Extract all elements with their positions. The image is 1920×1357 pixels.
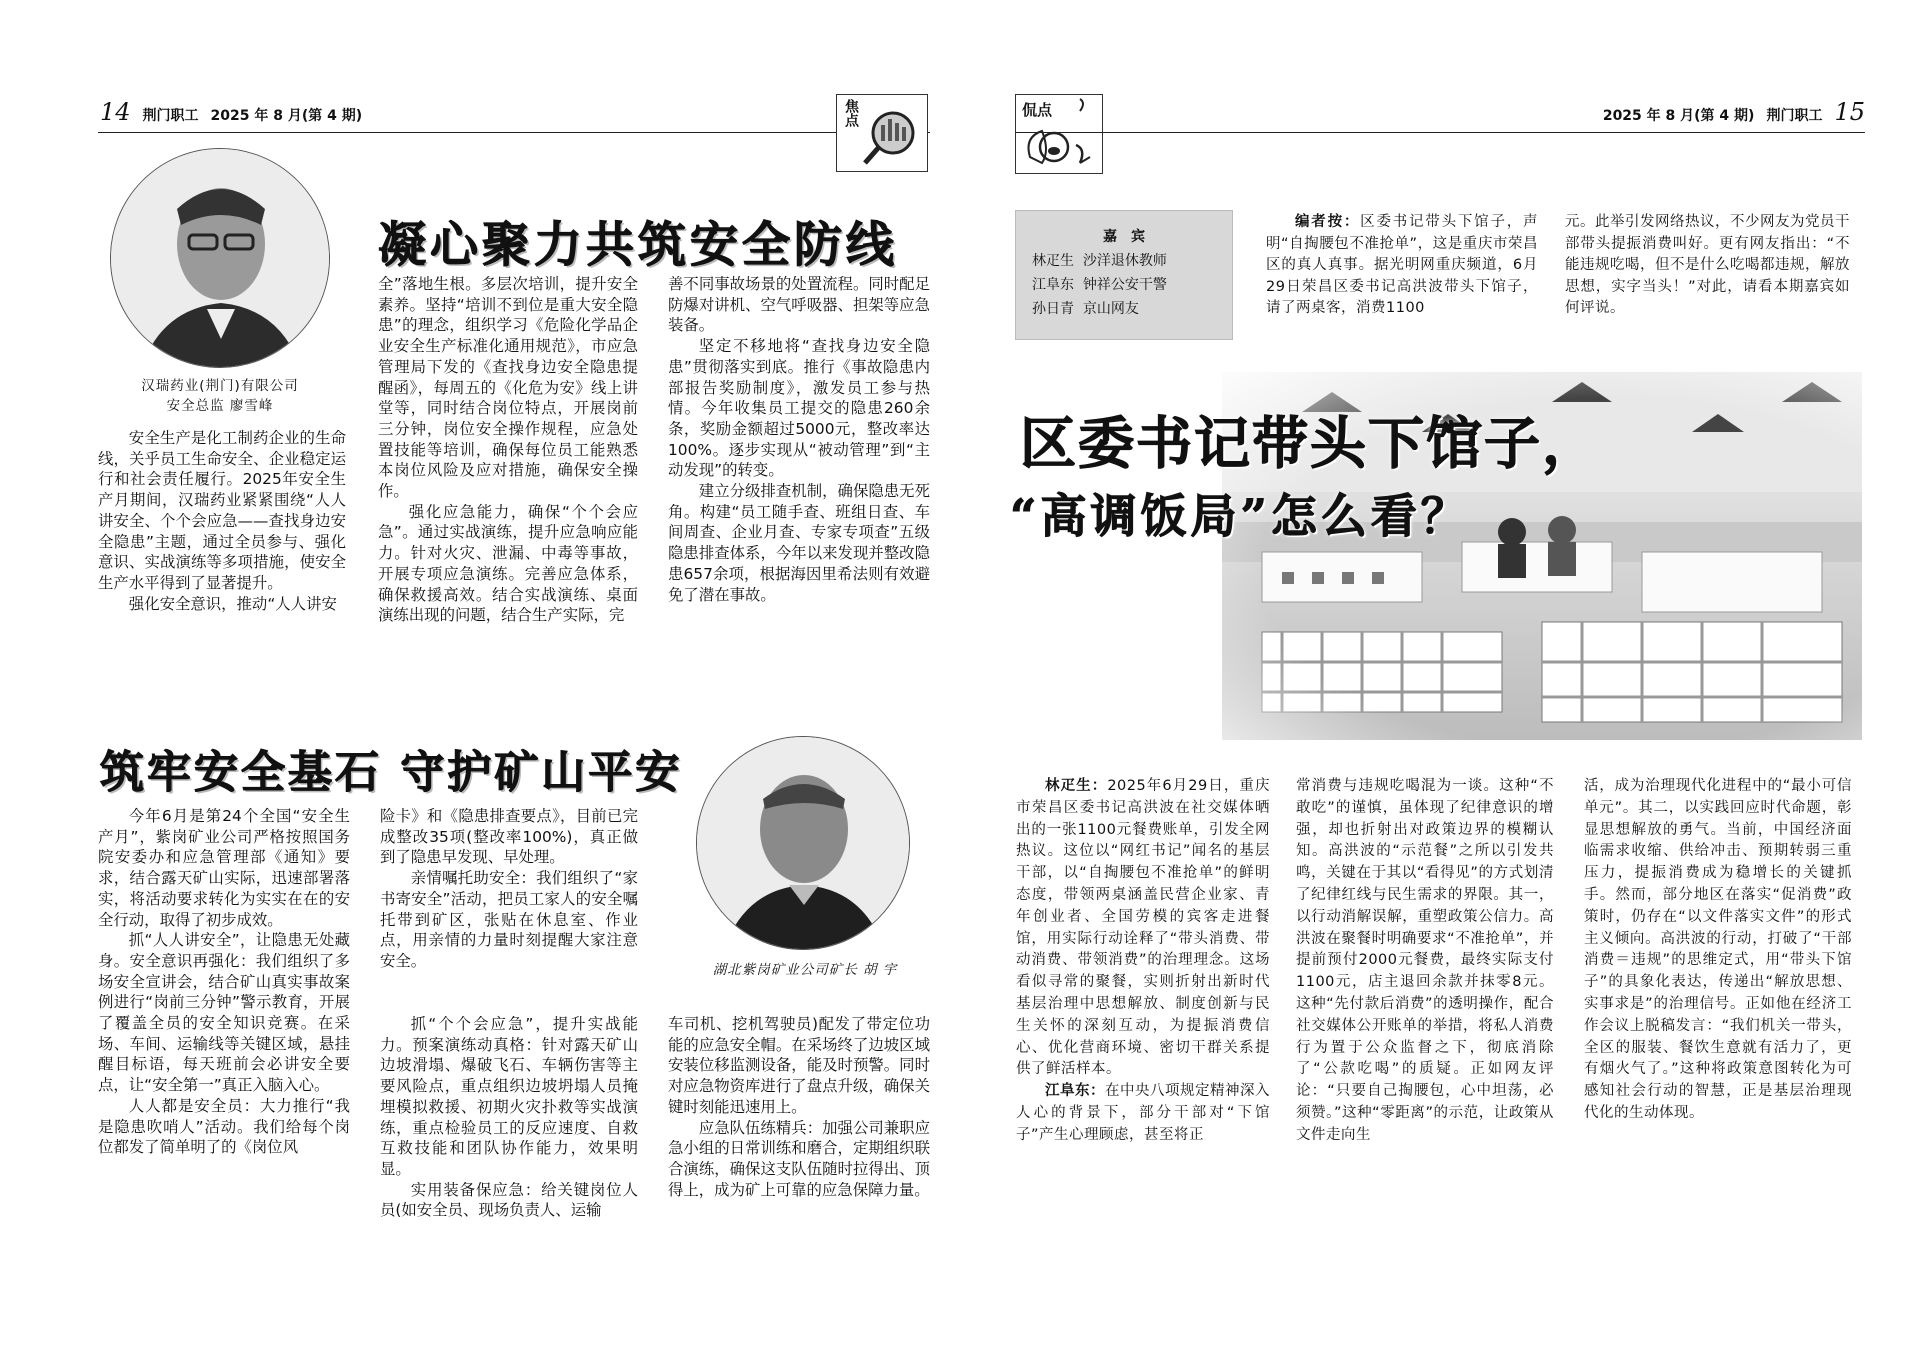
article2-c2a-p2: 亲情嘱托助安全：我们组织了“家书寄安全”活动，把员工家人的安全嘱托带到矿区，张贴在休息室、作业点，用亲情的力量时刻提醒大家注意安全。 [380,869,638,970]
editor-note-column-2 [1565,212,1850,342]
guest-row [1032,297,1216,321]
guest-name: 孙日青 [1032,301,1074,317]
article3-column-3 [1584,776,1852,1262]
author-portrait-liao [110,148,330,368]
speaker-lin: 林疋生： [1045,778,1108,794]
focus-badge [836,94,928,172]
guest-name: 江阜东 [1032,277,1074,293]
guest-list-box [1015,210,1233,340]
editor-note-text-1: 区委书记带头下馆子，声明“自掏腰包不准抢单”，这是重庆市荣昌区的真人真事。据光明网重庆频道，6月29日荣昌区委书记高洪波带头下馆子，请了两桌客，消费1100 [1266,214,1538,316]
article1-c2-p2: 强化应急能力，确保“个个会应急”。通过实战演练，提升应急响应能力。针对火灾、泄漏、中毒等事故，开展专项应急演练。完善应急体系，确保救援高效。结合实战演练、桌面演练出现的问题，结合生产实际，完 [378,502,638,625]
article2-c2a-p1: 险卡》和《隐患排查要点》，目前已完成整改35项(整改率100%)，真正做到了隐患早发现、早处理。 [380,807,638,867]
magnifier-icon [857,107,927,167]
article2-c1-p2: 抓“人人讲安全”，让隐患无处藏身。安全意识再强化：我们组织了多场安全宣讲会，结合矿山真实事故案例进行“岗前三分钟”警示教育，开展了覆盖全员的安全知识竞赛。在采场、车间、运输线等关键区域，悬挂醒目标语，每天班前会必讲安全要点，让“安全第一”真正入脑入心。 [98,931,350,1095]
left-page-number: 14 [100,98,131,126]
guest-row [1032,249,1216,273]
portrait-figure-icon [697,737,910,950]
article1-c2-p1: 全”落地生根。多层次培训，提升安全素养。坚持“培训不到位是重大安全隐患”的理念，组织学习《危险化学品企业安全生产标准化通用规范》，市应急管理局下发的《查找身边安全隐患提醒函》，每周五的《化危为安》线上讲堂等，同时结合岗位特点，开展岗前三分钟，岗位安全操作规程，应急处置技能等培训，确保每位员工能熟悉本岗位风险及应对措施，确保安全操作。 [378,275,638,501]
article2-column-2a [380,806,638,1024]
article2-c3-p1: 车司机、挖机驾驶员)配发了带定位功能的应急安全帽。在采场终了边坡区域安装位移监测设备，能及时预警。同时对应急物资库进行了盘点升级，确保关键时刻能迅速用上。 [668,1015,930,1116]
article1-column-1 [98,428,346,686]
left-publication: 荆门职工 [142,108,199,124]
guest-role: 沙洋退休教师 [1082,253,1167,269]
left-header-rule [98,132,930,133]
left-header [100,98,460,126]
article1-c3-p2: 坚定不移地将“查找身边安全隐患”贯彻落实到底。推行《事故隐患内部报告奖励制度》，激发员工参与热情。今年收集员工提交的隐患260余条，奖励金额超过5000元，整改率达100%。逐步实现从“被动管理”到“主动发现”的转变。 [668,337,930,480]
article2-c2b-p1: 抓“个个会应急”，提升实战能力。预案演练动真格：针对露天矿山边坡滑塌、爆破飞石、车辆伤害等主要风险点，重点组织边坡坍塌人员掩埋模拟救援、初期火灾扑救等实战演练，重点检验员工的反应速度、自救互救技能和团队协作能力，效果明显。 [380,1015,638,1178]
editor-note-column-1 [1266,212,1538,342]
left-issue-date: 2025 年 8 月(第 4 期) [210,108,363,124]
author-caption-hu: 湖北紫岗矿业公司矿长 胡 宇 [712,962,898,978]
article1-column-2 [378,274,638,686]
guest-list-heading: 嘉 宾 [1103,229,1145,245]
article2-c1-p1: 今年6月是第24个全国“安全生产月”，紫岗矿业公司严格按照国务院安委办和应急管理部《通知》要求，结合露天矿山实际，迅速部署落实，将活动要求转化为实实在在的安全行动，取得了初步成效。 [98,807,350,929]
guest-role: 钟祥公安干警 [1082,277,1167,293]
article3-column-2 [1296,776,1554,1262]
right-header-rule [1015,132,1865,133]
portrait-figure-icon [111,149,330,368]
article1-c1-p1: 安全生产是化工制药企业的生命线，关乎员工生命安全、企业稳定运行和社会责任履行。2025年安全生产月期间，汉瑞药业紧紧围绕“人人讲安全、个个会应急——查找身边安全隐患”主题，通过全员参与、强化意识、实战演练等多项措施，使安全生产水平得到了显著提升。 [98,429,346,592]
chatting-face-icon [1018,97,1102,173]
article2-column-3 [668,1014,930,1264]
article2-title: 筑牢安全基石 守护矿山平安 [100,747,683,798]
right-page-number: 15 [1834,98,1865,126]
article3-column-1 [1016,776,1270,1176]
author-portrait-hu [696,736,910,950]
article3-c2-text: 常消费与违规吃喝混为一谈。这种“不敢吃”的谨慎，虽体现了纪律意识的增强，却也折射出对政策边界的模糊认知。高洪波的“示范餐”之所以引发共鸣，关键在于其以“看得见”的方式划清了纪律红线与民生需求的界限。其一，以行动消解误解，重塑政策公信力。高洪波在聚餐时明确要求“不准抢单”，并提前预付2000元餐费，最终实际支付1100元，店主退回余款并抹零8元。这种“先付款后消费”的透明操作，配合社交媒体公开账单的举措，将私人消费行为置于公众监督之下，彻底消除了“公款吃喝”的质疑。正如网友评论：“只要自己掏腰包，心中坦荡，必须赞。”这种“零距离”的示范，让政策从文件走向生 [1296,778,1554,1143]
article1-c3-p1: 善不同事故场景的处置流程。同时配足防爆对讲机、空气呼吸器、担架等应急装备。 [668,275,930,335]
article1-c3-p3: 建立分级排查机制，确保隐患无死角。构建“员工随手查、班组日查、车间周查、企业月查、专家专项查”五级隐患排查体系，今年以来发现并整改隐患657余项，根据海因里希法则有效避免了潜在事故。 [668,482,930,604]
article2-c3-p2: 应急队伍练精兵：加强公司兼职应急小组的日常训练和磨合，定期组织联合演练，确保这支队伍随时拉得出、顶得上，成为矿上可靠的应急保障力量。 [668,1118,930,1199]
article3-c3-text: 活，成为治理现代化进程中的“最小可信单元”。其二，以实践回应时代命题，彰显思想解放的勇气。当前，中国经济面临需求收缩、供给冲击、预期转弱三重压力，提振消费成为稳增长的关键抓手。然而，部分地区在落实“促消费”政策时，仍存在“以文件落实文件”的形式主义倾向。高洪波的行动，打破了“干部消费＝违规”的思维定式，用“带头下馆子”的具象化表达，传递出“解放思想、实事求是”的治理信号。正如他在经济工作会议上脱稿发言：“我们机关一带头，全区的服装、餐饮生意就有活力了，更有烟火气了。”这种将政策意图转化为可感知社会行动的智慧，正是基层治理现代化的生动体现。 [1584,778,1852,1121]
focus-badge-label: 焦点 [843,99,859,127]
article3-c1-text: 2025年6月29日，重庆市荣昌区委书记高洪波在社交媒体晒出的一张1100元餐费账单，引发全网热议。这位以“网红书记”闻名的基层干部，以“自掏腰包不准抢单”的鲜明态度，带领两桌涵盖民营企业家、青年创业者、全国劳模的宾客走进餐馆，用实际行动诠释了“带头消费、带动消费、带领消费”的治理理念。这场看似寻常的聚餐，实则折射出新时代基层治理中思想解放、制度创新与民生关怀的深刻互动，为提振消费信心、优化营商环境、密切干群关系提供了鲜活样本。 [1016,778,1270,1078]
comment-badge [1015,94,1103,174]
guest-name: 林疋生 [1032,253,1074,269]
right-header [1505,98,1865,126]
speaker-jiang: 江阜东： [1045,1083,1105,1100]
caption-company: 汉瑞药业(荆门)有限公司 [141,378,299,394]
article1-title: 凝心聚力共筑安全防线 [378,217,899,273]
article1-c1-p2: 强化安全意识，推动“人人讲安 [128,594,337,613]
guest-role: 京山网友 [1082,301,1139,317]
article2-column-1 [98,806,350,1264]
article3-c1b-text: 在中央八项规定精神深入人心的背景下，部分干部对“下馆子”产生心理顾虑，甚至将正 [1016,1083,1270,1143]
article2-c2b-p2: 实用装备保应急：给关键岗位人员(如安全员、现场负责人、运输 [380,1180,638,1220]
author-caption-liao [110,376,330,416]
article1-column-3 [668,274,930,686]
article3-title-line2: “高调饭局”怎么看？ [1010,489,1471,543]
guest-row [1032,273,1216,297]
comment-badge-label: 侃点 [1022,101,1053,119]
caption-role: 安全总监 廖雪峰 [166,398,274,414]
article2-c1-p3: 人人都是安全员：大力推行“我是隐患吹哨人”活动。我们给每个岗位都发了简单明了的《岗位风 [98,1096,350,1157]
right-issue-date: 2025 年 8 月(第 4 期) [1602,108,1755,124]
article2-column-2b [380,1014,638,1264]
editor-note-text-2: 元。此举引发网络热议，不少网友为党员干部带头提振消费叫好。更有网友指出：“不能违规吃喝，但不是什么吃喝都违规，解放思想，实字当头！”对此，请看本期嘉宾如何评说。 [1565,214,1850,316]
editor-note-label: 编者按： [1295,214,1361,230]
right-publication: 荆门职工 [1766,108,1823,124]
article3-title-line1: 区委书记带头下馆子， [1020,412,1600,477]
